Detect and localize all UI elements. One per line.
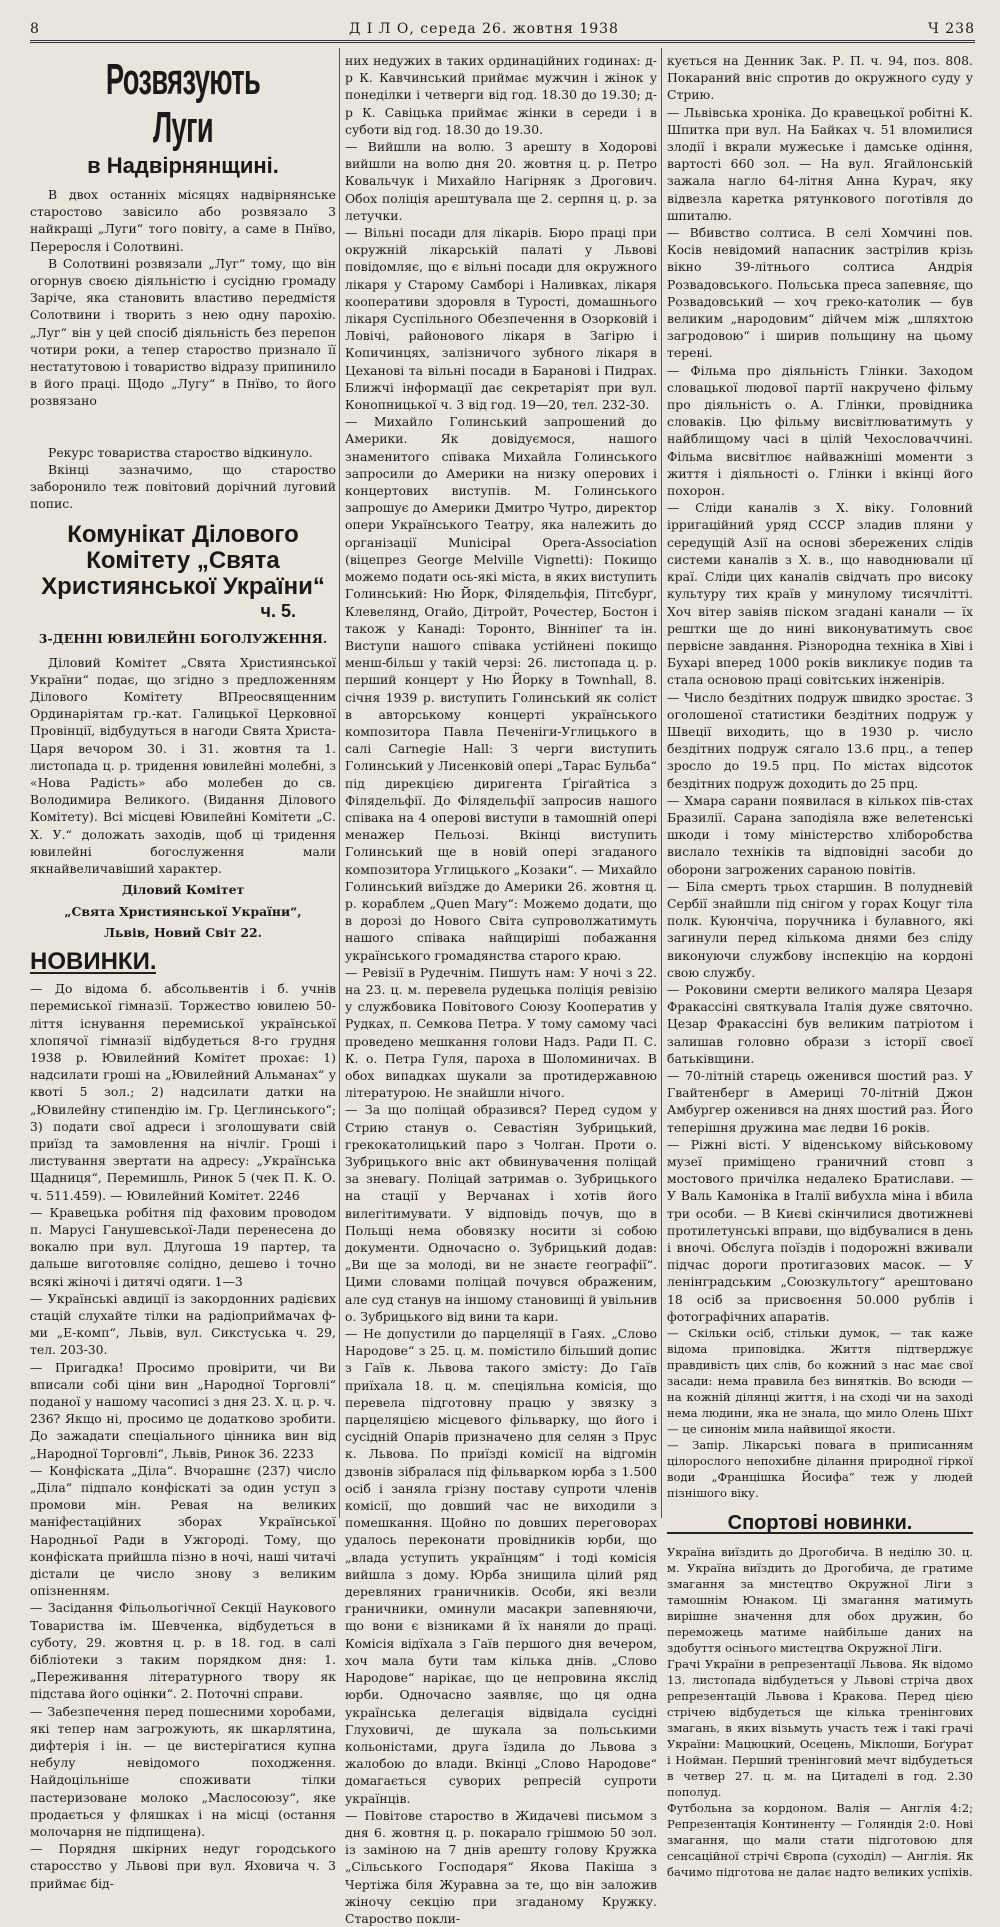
signature-line: „Свята Християнської України“, <box>64 903 302 919</box>
news-item: — Кравецька робітня під фаховим проводом п. Марусі Ганушевської-Лади перенесена до вокалю при вул. Длугоша 19 партер, та дальше виготовляє солідно, дешево і точно всякі жіночі і дитячі одяги. 1—3 <box>30 1204 336 1289</box>
news-item: — Не допустили до парцеляції в Гаях. „Слово Народове“ з 25. ц. м. помістило більший допис з Гаїв к. Львова такого змісту: До Гаїв приїхала 18. ц. м. спеціяльна комісія, що перевела підготовну працю у звязку з парцеляцією місцевого фільварку, що його і сусідній Опарів призначено для селян з Прус к. Львова. По приїзді комісії на відгомін дзвонів зібралася під фільварком юрба з 1.500 осіб і заняла грізну поставу супроти членів комісії, що довший час не виходили з помешкання. Щойно по довших переговорах удалось переконати провідників юрби, що „влада уступить українцям“ і тоді комісія вийшла з дому. Юрба знищила цілий ряд деревляних граничників. Особи, які везли граничники, оминули масакри запевняючи, що вони є візниками й їх наняли до праці. Комісія відїхала з Гаїв першого дня вечером, хоч мала бути там кілька днів. „Слово Народове“ нарікає, що це непровина якслід юрби. Одночасно заявляє, що ця одна українська делегація відвідала сусідні Глуховичі, де шукала за польськими кольоністами, друга їздила до Львова з жалобою до влади. Вкінці „Слово Народове“ домагається суворих репресій супроти українців. <box>345 1326 657 1806</box>
news-item: — Ріжні вісті. У віденському військовому музеї приміщено граничний стовп з мостового причілка недалеко Братислави. — У Валь Камоніка в Італії вибухла міна і вбила три особи. — В Києві скінчилися двотижневі протилетунські вправи, що відбувалися в день і вночі. Обслуга поїздів і подорожні вживали підчас дороги протигазових масок. — У ленінградським „Союзкультогу“ арештовано 18 осіб за присвоєння 50.000 рублів і фотографічних апаратів. <box>667 1136 973 1324</box>
news-item: — Забезпечення перед пошесними хоробами, які тепер нам загрожують, як шкарлятина, дифтерія і ін. — це вистерігатися купна небулу невідомого походження. Найдоцільніше споживати тілки пастеризоване молоко „Маслосоюзу“, яке продається у фляшках і на місці (остання молочарня не підпищена). <box>30 1703 336 1840</box>
headline-komunikat: Комунікат Ділового Комітету „Свята Християнської України“ <box>41 521 325 601</box>
news-item: — Сліди каналів з Х. віку. Головний ірригаційний уряд СССР зладив пляни у середущій Азії на основі збережених слідів системи каналів з Х. в., що наводнювали цї краї. Сліди цих каналів свідчать про високу культуру тих країв у минулому тисячлітті. Хоч вітер завіяв піском згадані канали — їх рештки ще до нині виконуватимуть своє первісне завдання. Різнородна техніка в Хіві і Бухарі вперед 1000 років викликує подив та стала основою праці совітських інженірів. <box>667 500 973 688</box>
column-3 <box>667 52 973 1880</box>
column-1 <box>30 52 336 1891</box>
news-item: — Вбивство солтиса. В селі Хомчині пов. Косів невідомий напасник застрілив крізь вікно 39-літнього солтиса Андрія Розвадовського. Польська преса запевняє, що Розвадовський — хоч греко-католик — був великим „народовим“ дійчем між „шляхтою загродовою“ і ширив польщину на цьому терені. <box>667 225 973 361</box>
subheading: 3-ДЕННІ ЮВИЛЕЙНІ БОГОЛУЖЕННЯ. <box>38 631 328 647</box>
headline-komunikat-number: ч. 5. <box>260 601 296 622</box>
article-paragraph: Діловий Комітет „Свята Християнської України“ подає, що згідно з предложенням Ділового Комітету ВПреосвященним Ординаріятам гр.-кат. Галицької Церковної Провінції, відбудуться в нагоди Свята Христа-Царя вечором 30. і 31. жовтня та 1. листопада ц. р. тридення ювилейні молебні, з «Нова Радість» або молебен до св. Володимира Великого. (Видання Ділового Комітету). Всі місцеві Ювилейні Комітети „С. Х. У.“ доложать заходів, щоб ці тридення ювилейні богослуження мали якнайвеличавіший характер. <box>30 654 336 877</box>
section-title-sports: Спортові новинки. <box>667 1515 973 1534</box>
page-number-right: Ч 238 <box>928 21 975 37</box>
headline-lugy-sub: в Надвірнянщині. <box>87 153 279 178</box>
sports-item: Грачі України в репрезентації Львова. Як відомо 13. листопада відбудеться у Львові стріча двох репрезентацій Львова і Кракова. Перед цією стрічею відбудеться ще кілька тренінгових змагань, в яких візьмуть участь теж і такі грачі України: Мацюцкий, Осецень, Міклоши, Боґурат і Нойман. Перший тренінговий мечт відбудеться в четвер 27. ц. м. на Цитаделі в год. 2.30 пополуд. <box>667 1657 973 1800</box>
column-rule <box>339 48 340 1518</box>
sports-item: Футбольна за кордоном. Валія — Англія 4:2; Репрезентація Континенту — Голяндія 2:0. Нові змагання, що мали стати підготовою для сенсаційної стрічі Європа (суходіл) — Англія. Як бачимо підготова не далає надто великих успіхів. <box>667 1801 973 1880</box>
censored-gap <box>30 410 336 444</box>
sports-item: Україна виїздить до Дрогобича. В неділю 30. ц. м. Україна виїздить до Дрогобича, де гратиме змагання за мистецтво Окружної Ліги з тамошнім Юнаком. Ці змагання матимуть вирішне значення для обох дружин, бо переможець матиме найбільше даних на здобуття осінього мистецтва Окружної Ліги. <box>667 1545 973 1656</box>
signature-line: Діловий Комітет <box>121 882 245 898</box>
masthead: Д І Л О, середа 26. жовтня 1938 <box>348 21 619 37</box>
news-item: — 70-літній старець оженився шостий раз. У Гвайтенберг в Америці 70-літній Джон Амбургер оженився на днях шостий раз. Його теперішня дружина має ледви 16 років. <box>667 1067 973 1135</box>
news-item: — Засідання Фільольогічної Секції Наукового Товариства ім. Шевченка, відбудеться в суботу, 29. жовтня ц. р. в 18. год. в салі бібліотеки з таким порядком дня: 1. „Переживання літературного твору як підстава його оцінки“. 2. Поточні справи. <box>30 1600 336 1702</box>
advert-item: — Скільки осіб, стільки думок, — так каже відома приповідка. Життя підтверджує правдивість цих слів, бо кожний з нас має свої засади: нема правила без винятків. Во всюди — на кожній ділянці життя, і на сході чи на заході нема людини, якa не знала, що мило Олень Шіхт — це синонім мила найвищої якости. <box>667 1326 973 1437</box>
news-item: — Повітове староство в Жидачеві письмом з дня 6. жовтня ц. р. покарало грішмою 50 зол. із заміною на 7 днів арешту голову Кружка „Сільського Господаря“ Якова Пакіша з Чертіжа біля Журавна за те, що він заложив жіночу секцію при згаданому Кружку. Староство покли- <box>345 1807 657 1926</box>
news-item: — Вільні посади для лікарів. Бюро праці при окружній лікарській палаті у Львові повідомляє, що є вільні посади для окружного лікаря у Старому Самборі і Наливках, лікаря кооперативи здоровля в Турості, домашнього лікаря Суспільного Обезпечення в Озорковій і Ловічі, районового лікаря в Загірю і Копичинцях, залізничого зубного лікаря в Цеханові та вільні посади в Баранові і Пидрах. Ближчі інформації дає секретаріят при вул. Конопницької ч. 3 від год. 19—20, тел. 232-30. <box>345 225 657 413</box>
news-item: — Хмара сарани появилася в кількох пів-стах Бразилії. Сарана заподіяла вже велетенські шкоди і тому міністерство хліборобства вислало техніків та відповідні засоби до оборони загрожених сараною повітів. <box>667 792 973 877</box>
section-title-news: НОВИНКИ. <box>30 947 157 975</box>
advert-item: — Запір. Лікарські повага в приписанням цілорослого непохибне ділання природної гіркої води „Францішка Йосифа“ теж у людей пізнішого віку. <box>667 1438 973 1501</box>
news-item: — Михайло Голинський запрошений до Америки. Як довідуємося, нашого знаменитого співака Михайла Голинського запросили до Америки на низку оперових і концертових виступів. М. Голинського запрошує до Америки Дмитро Чутро, директор опери Українського Театру, яка належить до організації Municipal Opera-Association (віцепрез George Melville Vignetti): Покищо можемо подати ось-які міста, в яких виступить Голинський: Ню Йорк, Філядельфія, Пітсбурґ, Клевелянд, Огайо, Дітройт, Рочестер, Бостон і також у Канаді: Торонто, Вінніпеґ та ін. Виступи нашого співака устійнені покищо менш-більш у такій черзі: 26. листопада ц. р. перший концерт у Ню Йорку в Townhall, 8. січня 1939 р. виступить Голинський як соліст в авторському концерті українського композитора Павла Печеніги-Углицького в салі Carnegie Hall: З черги виступить Голинський у Лисенковій опері „Тарас Бульба“ під дирекцією диригента Ґріґайтіса з Філядельфії. До Філядельфії запросив нашого співака на 4 оперові виступи в тамошній опері менажер Пельозі. Вкінці виступить Голинський ще в новій опері згаданого композитора Углицького „Козаки“. — Михайло Голинський виїздже до Америки 26. жовтня ц. р. кораблем „Quen Mary“: Можемо додати, що в дорозі до Нового Світа супроволжатимуть нашого співака найщиріші побажання українського громадянства старого краю. <box>345 414 657 963</box>
column-rule <box>661 48 662 1518</box>
headline-lugy: Розвязують Луги <box>105 55 261 152</box>
news-item: — Фільма про діяльність Глінки. Заходом словацької людової партії накручено фільму про діяльність о. А. Глінки, провідника словаків. Цю фільму висвітлюватимуть у найблищому часі в цілій Чехословаччині. Фільма висвітлює найважніші моменти з життя і діяльності о. Глінки і вкінці його похорон. <box>667 362 973 499</box>
news-item: — Число бездітних подруж швидко зростає. З оголошеної статистики бездітних подруж у Швеції виходить, що в 1930 р. число бездітних подруж сягало 13.6 прц., а тепер зросло до 19.5 прц. По містах відсоток бездітних подруж доходить до 25 прц. <box>667 689 973 791</box>
article-paragraph: В Солотвині розвязали „Луг“ тому, що він огорнув своєю діяльністю і сусідню громаду Заріче, яка становить властиво передмістя Солотвини і творить з нею одну парохію. „Луг“ він у цей спосіб діяльність без перепон чотири роки, а тепер староство признало її нестатутовою і товариство відразу припинило в його праці. Щодо „Лугу“ в Пнїво, то його розвязано <box>30 255 336 409</box>
masthead-line <box>30 18 975 43</box>
news-item: — Львівська хроніка. До кравецької робітні К. Шпитка при вул. На Байках ч. 51 вломилися злодії і вкрали мужеське і дамське одіння, вартості 660 зол. — На вул. Ягайлонській зажала нагло 64-літня Анна Курач, яку відвезла каретка рятункового поготівля до шпиталю. <box>667 104 973 223</box>
article-paragraph: Вкінці зазначимо, що староство заборонило теж повітовий дорічний луговий попис. <box>30 461 336 512</box>
news-item: — Українські авдиції із закордонних радієвих стацій слухайте тілки на радіоприймачах ф-ми „Е-комп“, Львів, вул. Сикстуська ч. 29, тел. 203-30. <box>30 1290 336 1358</box>
news-item: — Ревізії в Рудечнім. Пишуть нам: У ночі з 22. на 23. ц. м. перевела рудецька поліція ревізію у службовика Повітового Союзу Кооператив у Рудках, п. Семкова Петра. У тому самому часі проведено мешкання голови Надз. Ради П. С. К. о. Петра Гуля, пароха в Шоломиничах. В обох випадках шукали за протидержавною літературою. Не знайшли нічого. <box>345 964 657 1101</box>
signature-line: Львів, Новий Світ 22. <box>104 924 262 940</box>
page-number-left: 8 <box>30 21 40 37</box>
article-paragraph: Рекурс товариства староство відкинуло. <box>48 444 313 460</box>
news-item: них недужих в таких ординаційних годинах: д-р К. Кавчинський приймає мужчин і жінок у понеділки і четверги від год. 18.30 до 19.30; д-р К. Савіцька приймає жінки в середи і в суботи від год. 18.30 до 19.30. <box>345 53 657 137</box>
news-item: кується на Денник Зак. Р. П. ч. 94, поз. 808. Покараний вніс спротив до окружного суду у Стрию. <box>667 53 973 103</box>
news-item: — Пригадка! Просимо провірити, чи Ви вписали собі ціни вин „Народної Торговлі“ поданої у нашому часописі з дня 23. Х. ц. р. ч. 236? Якщо ні, просимо це додатково зробити. До зажадати спеціального цінника вин від „Народної Торговлі“, Львів, Ринок 36. 2233 <box>30 1359 336 1461</box>
news-item: — До відома б. абсольвентів і б. учнів перемиської гімназії. Торжество ювилею 50-ліття існування перемиської української хлопячої гімназії відбудеться 8-го грудня 1938 р. Ювилейний Комітет прохає: 1) надсилати гроші на „Ювилейний Альманах“ у квоті 5 зол.; 2) надсилати датки на „Ювилейну стипендію ім. Гр. Цеглинського“; 3) подати свої адреси і зголошувати свій приїзд та замовлення на нічліг. Гроші і листування звертати на адресу: „Українська Щадниця“, Перемишль, Ринок 5 (чек П. К. О. ч. 511.459). — Ювилейний Комітет. 2246 <box>30 981 336 1203</box>
news-item: — Роковини смерти великого маляра Цезаря Фракассіні святкувала Італія дуже святочно. Цезар Фракассіні був великим патріотом і залишав головно образи з історії своєї батьківщини. <box>667 981 973 1066</box>
news-item: — За що поліцай образився? Перед судом у Стрию станув о. Севастіян Зубрицький, грекокатолицький паро з Чолган. Проти о. Зубрицького вніс акт обвинувачення поліцай за зневагу. Поліцай затримав о. Зубрицького на стації у Верчанах і хотів його вилегітимувати. У відповідь почув, що в Польщі нема обовязку носити зі собою документи. Одночасно о. Зубрицький додав: „Ви ще за молоді, ви не знаєте географії“. Цими словами поліцай почувся ображеним, але суд станув на іншому становищі й увільнив о. Зубрицького від вини та кари. <box>345 1102 657 1324</box>
column-2 <box>345 52 657 1926</box>
article-paragraph: В двох останніх місяцях надвірнянське старостово завісило або розвязало 3 найкращі „Луги“ того повіту, а саме в Пнїво, Переросля і Солотвині. <box>30 187 336 254</box>
news-item: — Порядня шкірних недуг городського старосство у Львові при вул. Яховича ч. 3 приймає бід- <box>30 1841 336 1891</box>
news-item: — Біла смерть трьох старшин. В полудневій Сербії знайшли під снігом у горах Коцуг тіла полк. Куюнчіча, поручника і булавного, які загинули перед кількома днями без сліду виконуючи службову інспекцію на кордоні свою службу. <box>667 878 973 980</box>
news-item: — Конфіската „Діла“. Вчорашнє (237) число „Діла“ підпало конфіскаті за один уступ з промови мін. Ревая на великих маніфестаційних зборах Української Народньої Ради в Ужгороді. Тому, що конфіската прийшла пізно в ночі, наші читачі дістали це число знову з великим опізненням. <box>30 1462 336 1599</box>
news-item: — Вийшли на волю. З арешту в Ходорові вийшли на волю дня 20. жовтня ц. р. Петро Ковальчук і Михайло Нагірняк з Дрогович. Обох поліція арештувала ще 2. серпня ц. р. за летучки. <box>345 139 657 223</box>
